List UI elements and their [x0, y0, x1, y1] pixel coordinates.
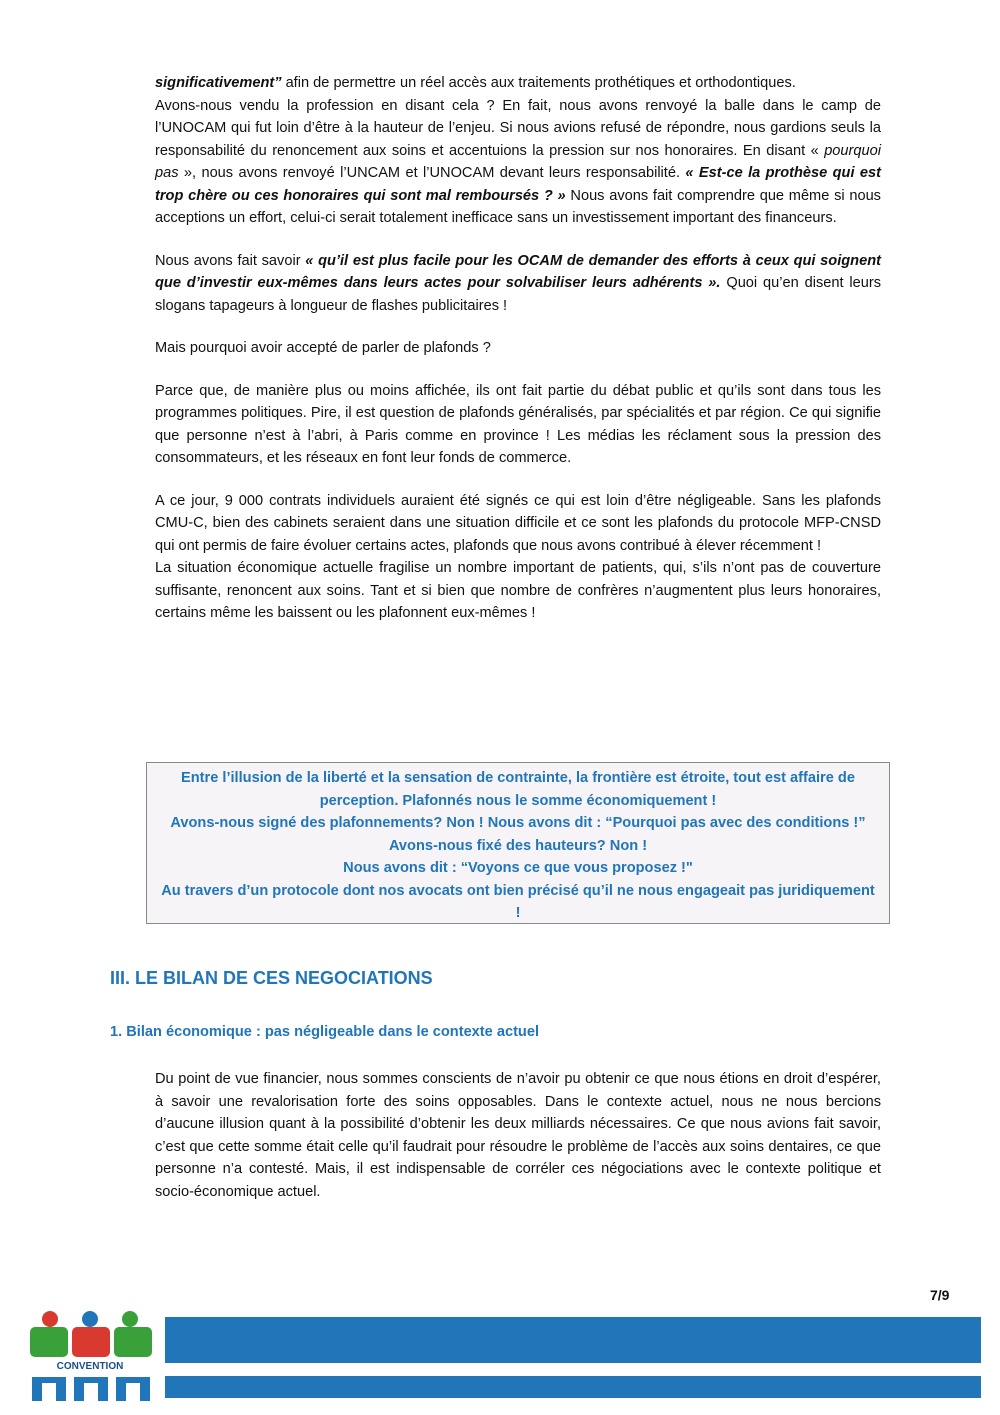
paragraph-2-text-e: Nous avons fait comprendre que même si nous acceptions un effort, celui-ci serait totalement inefficace sans un investissement important des financeurs. [155, 187, 881, 226]
convention-logo [28, 1311, 158, 1401]
paragraph-3 [155, 250, 881, 318]
paragraph-3-text-c: Quoi qu’en disent leurs slogans tapageurs à longueur de flashes publicitaires ! [155, 275, 882, 314]
paragraph-7: La situation économique actuelle fragilise un nombre important de patients, qui, s’ils n’ont pas de couverture suffisante, renoncent aux soins. Tant et si bien que nombre de confrères n’augmentent plus leurs honoraires, certains même les baissent ou les plafonnent eux-mêmes ! [155, 560, 881, 621]
paragraph-3-emphasis: « qu’il est plus facile pour les OCAM de demander des efforts à ceux qui soignent que d’investir eux-mêmes dans leurs actes pour solvabiliser leurs adhérents ». [155, 252, 881, 291]
paragraph-2-quote: pourquoi pas [155, 142, 881, 181]
paragraph-6: A ce jour, 9 000 contrats individuels auraient été signés ce qui est loin d’être négligeable. Sans les plafonds CMU-C, bien des cabinets seraient dans une situation difficile et ce sont les plafonds du protocole MFP-CNSD qui ont permis de faire évoluer certains actes, plafonds que nous avons contribué à élever récemment ! [155, 492, 881, 554]
paragraph-1 [155, 72, 881, 95]
paragraph-2-emphasis: « Est-ce la prothèse qui est trop chère ou ces honoraires qui sont mal remboursés ? » [155, 165, 881, 204]
paragraph-1-text: afin de permettre un réel accès aux traitements prothétiques et orthodontiques. [281, 75, 796, 91]
footer-bar-top [165, 1317, 981, 1363]
callout-line-1: Entre l’illusion de la liberté et la sensation de contrainte, la frontière est étroite, tout est affaire de perception. Plafonnés nous le somme économiquement ! [181, 770, 855, 809]
callout-line-4: Au travers d’un protocole dont nos avocats ont bien précisé qu’il ne nous engageait pas juridiquement ! [161, 882, 875, 921]
callout-line-3: Nous avons dit : “Voyons ce que vous proposez !" [343, 860, 693, 876]
page-number: 7/9 [930, 1287, 950, 1303]
callout-box [146, 762, 890, 924]
body-text [155, 72, 881, 625]
paragraph-1-emphasis: significativement” [155, 75, 282, 91]
section-heading: III. LE BILAN DE CES NEGOCIATIONS [110, 968, 433, 988]
paragraph-2-text-a: Avons-nous vendu la profession en disant cela ? En fait, nous avons renvoyé la balle dans le camp de l’UNOCAM qui fut loin d’être à la hauteur de l’enjeu. Si nous avions refusé de répondre, nous gardions seuls la responsabilité du renoncement aux soins et accentuions la pression sur nos honoraires. En disant « [155, 97, 881, 159]
callout-line-2: Avons-nous signé des plafonnements? Non ! Nous avons dit : “Pourquoi pas avec des conditions !” Avons-nous fixé des hauteurs? Non ! [170, 815, 866, 854]
section-subheading: 1. Bilan économique : pas négligeable dans le contexte actuel [110, 1024, 540, 1040]
section-body: Du point de vue financier, nous sommes conscients de n’avoir pu obtenir ce que nous étions en droit d’espérer, à savoir une revalorisation forte des soins opposables. Dans le contexte actuel, nous ne nous bercions d’aucune illusion quant à la possibilité d’obtenir les deux milliards nécessaires. Ce que nous avions fait savoir, c’est que cette somme était celle qu’il faudrait pour résoudre le problème de l’accès aux soins dentaires, ce que personne n’a contesté. Mais, il est indispensable de corréler ces négociations avec le contexte politique et socio-économique actuel. [155, 1071, 881, 1200]
footer-bar-bottom [165, 1376, 981, 1398]
paragraph-3-text-a: Nous avons fait savoir [155, 252, 306, 269]
paragraph-2 [155, 95, 881, 230]
paragraph-5: Parce que, de manière plus ou moins affichée, ils ont fait partie du débat public et qu’ils sont dans tous les programmes politiques. Pire, il est question de plafonds généralisés, par spécialités et par région. Ce qui signifie que personne n’est à l’abri, à Paris comme en province ! Les médias les réclament sous la pression des consommateurs, et les réseaux en font leur fonds de commerce. [155, 382, 881, 466]
paragraph-2-text-c: », nous avons renvoyé l’UNCAM et l’UNOCAM devant leurs responsabilité. [178, 165, 686, 181]
logo-text: CONVENTION [56, 1361, 124, 1372]
paragraph-4: Mais pourquoi avoir accepté de parler de plafonds ? [155, 340, 491, 356]
